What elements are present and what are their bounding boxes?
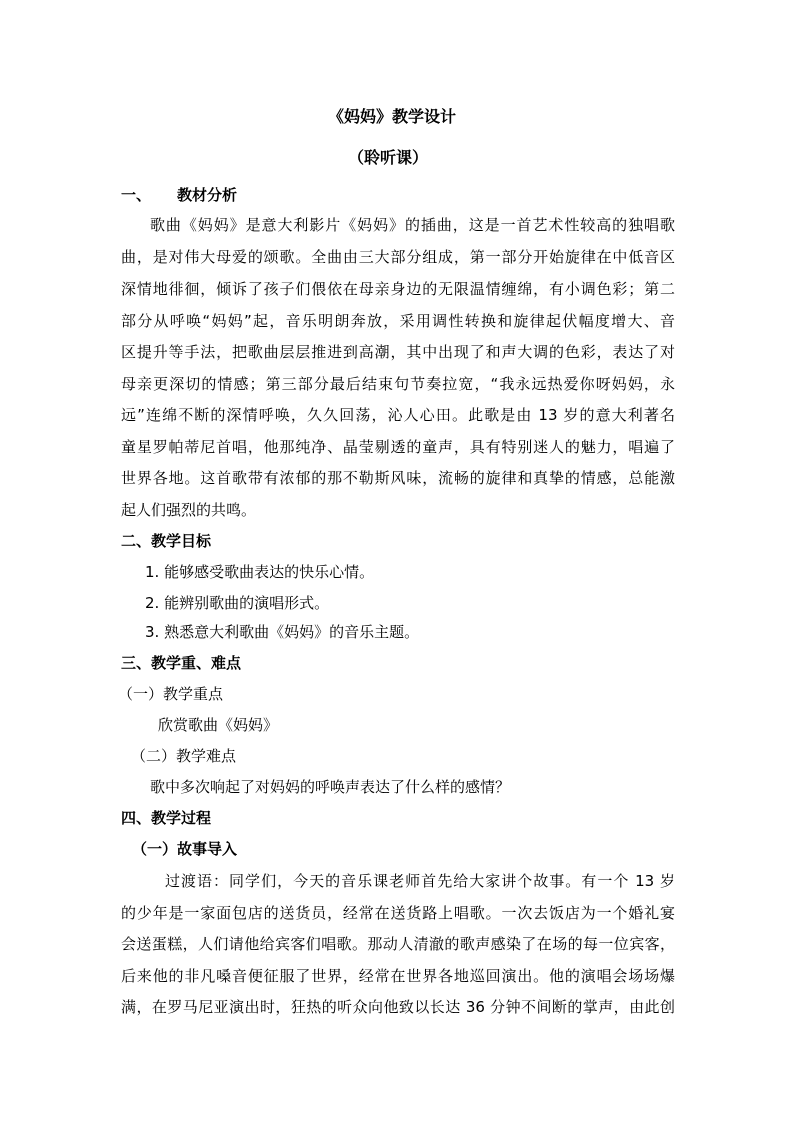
document-title: 《妈妈》教学设计 [328, 107, 457, 126]
paragraph-line: 世界各地。这首歌带有浓郁的那不勒斯风味，流畅的旋律和真挚的情感，总能激 [121, 469, 675, 487]
body-text: 欣赏歌曲《妈妈》 [158, 716, 279, 734]
section-4-heading: 四、教学过程 [121, 809, 212, 827]
body-text: 歌中多次响起了对妈妈的呼唤声表达了什么样的感情？ [150, 778, 511, 796]
paragraph-line: 区提升等手法，把歌曲层层推进到高潮，其中出现了和声大调的色彩，表达了对 [121, 343, 675, 361]
paragraph-line: 歌曲《妈妈》是意大利影片《妈妈》的插曲，这是一首艺术性较高的独唱歌 [150, 216, 675, 234]
paragraph-line: 远”连绵不断的深情呼唤，久久回荡，沁人心田。此歌是由 13 岁的意大利著名 [121, 406, 675, 424]
list-item: 2. 能辨别歌曲的演唱形式。 [145, 594, 330, 612]
document-subtitle: （聆听课） [348, 148, 429, 167]
paragraph-line: 曲，是对伟大母爱的颂歌。全曲由三大部分组成，第一部分开始旋律在中低音区 [121, 248, 675, 266]
subsection-heading: （二）教学难点 [131, 747, 237, 765]
paragraph-line: 部分从呼唤“妈妈”起，音乐明朗奔放，采用调性转换和旋律起伏幅度增大、音 [121, 312, 675, 330]
section-1-heading: 教材分析 [177, 186, 238, 204]
list-item: 1. 能够感受歌曲表达的快乐心情。 [145, 563, 375, 581]
list-item: 3. 熟悉意大利歌曲《妈妈》的音乐主题。 [145, 623, 420, 641]
paragraph-line: 满，在罗马尼亚演出时，狂热的听众向他致以长达 36 分钟不间断的掌声，由此创 [121, 998, 675, 1016]
section-2-heading: 二、教学目标 [121, 532, 212, 550]
paragraph-line: 过渡语：同学们，今天的音乐课老师首先给大家讲个故事。有一个 13 岁 [165, 872, 675, 890]
paragraph-line: 的少年是一家面包店的送货员，经常在送货路上唱歌。一次去饭店为一个婚礼宴 [121, 904, 675, 922]
paragraph-line: 母亲更深切的情感；第三部分最后结束句节奏拉宽，“我永远热爱你呀妈妈，永 [121, 375, 675, 393]
paragraph-line: 起人们强烈的共鸣。 [121, 501, 257, 519]
paragraph-line: 深情地徘徊，倾诉了孩子们偎依在母亲身边的无限温情缠绵，有小调色彩；第二 [121, 280, 675, 298]
section-1-number: 一、 [121, 186, 152, 204]
subsection-heading: （一）教学重点 [118, 685, 224, 703]
paragraph-line: 会送蛋糕，人们请他给宾客们唱歌。那动人清澈的歌声感染了在场的每一位宾客， [121, 935, 675, 953]
subsection-heading: （一）故事导入 [132, 840, 238, 858]
paragraph-line: 后来他的非凡嗓音便征服了世界，经常在世界各地巡回演出。他的演唱会场场爆 [121, 967, 675, 985]
section-3-heading: 三、教学重、难点 [121, 654, 242, 672]
paragraph-line: 童星罗帕蒂尼首唱，他那纯净、晶莹剔透的童声，具有特别迷人的魅力，唱遍了 [121, 438, 675, 456]
